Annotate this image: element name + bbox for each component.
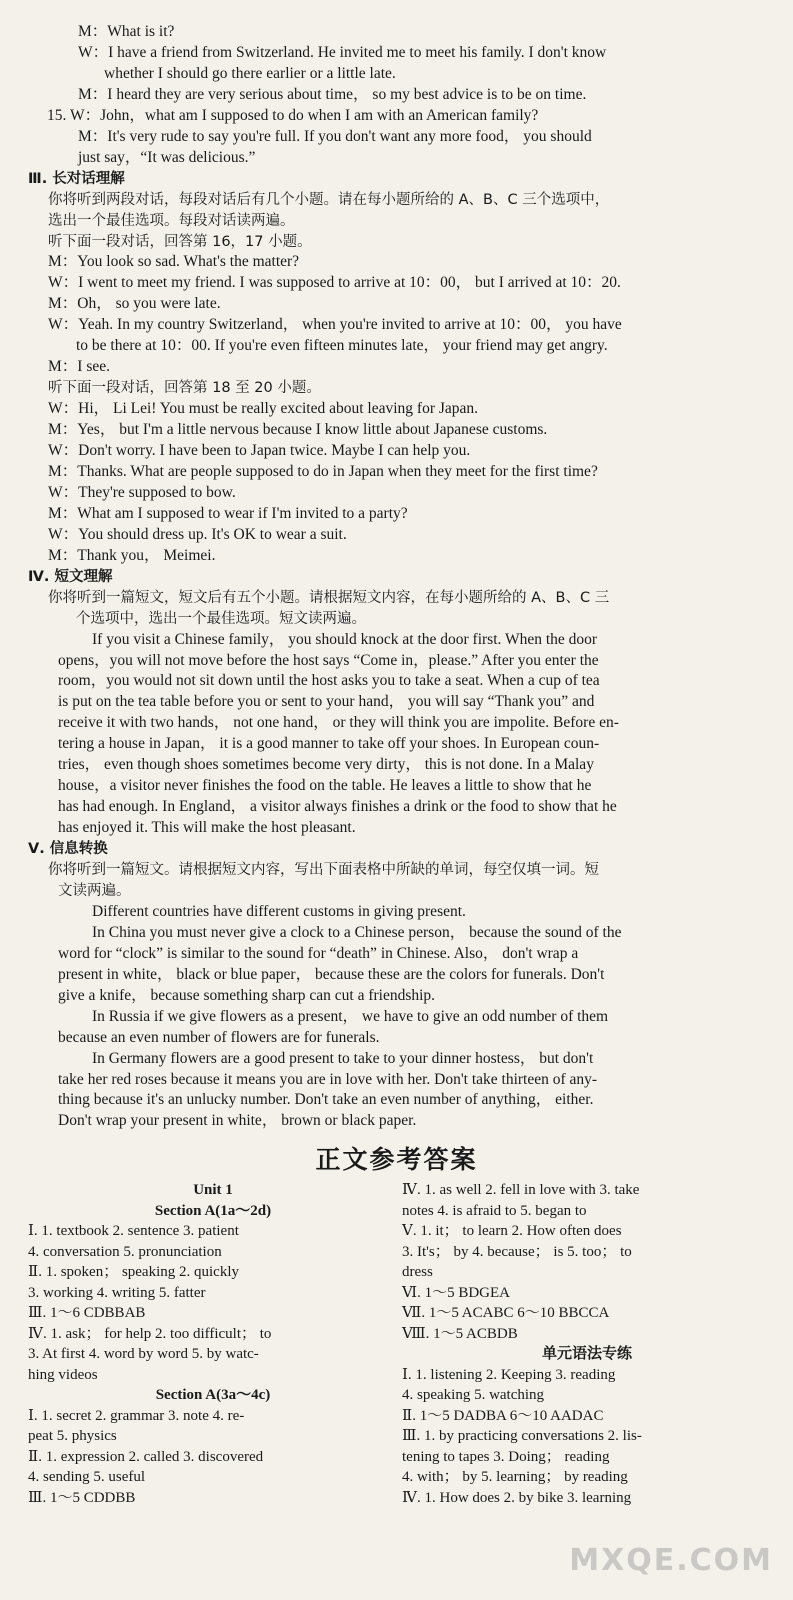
- text-line: 听下面一段对话，回答第 18 至 20 小题。: [48, 380, 321, 397]
- answer-line: Ⅷ. 1～5 ACBDB: [402, 1325, 518, 1342]
- answer-line: Ⅴ. 1. it； to learn 2. How often does: [402, 1223, 622, 1239]
- text-line: 听下面一段对话，回答第 16，17 小题。: [48, 233, 312, 250]
- answer-line: 3. working 4. writing 5. fatter: [28, 1284, 206, 1301]
- text-line: W：You should dress up. It's OK to wear a suit.: [48, 525, 347, 543]
- answer-line: Ⅳ. 1. as well 2. fell in love with 3. take: [402, 1182, 640, 1198]
- text-line: M：Thanks. What are people supposed to do in Japan when they meet for the first time?: [48, 462, 598, 480]
- text-line: M：Yes， but I'm a little nervous because I know little about Japanese customs.: [48, 421, 548, 439]
- text-line: 你将听到一篇短文，短文后有五个小题。请根据短文内容，在每小题所给的 A、B、C 三: [48, 589, 610, 606]
- answer-line: peat 5. physics: [28, 1428, 117, 1444]
- text-line: house，a visitor never finishes the food on the table. He leaves a little to show that he: [58, 777, 592, 795]
- text-line: room，you would not sit down until the host asks you to take a seat. When a cup of tea: [58, 672, 600, 690]
- answer-line: Ⅲ. 1～5 CDDBB: [28, 1489, 136, 1506]
- answer-line: 4. conversation 5. pronunciation: [28, 1243, 222, 1260]
- answer-line: 3. At first 4. word by word 5. by watc-: [28, 1346, 259, 1362]
- text-line: just say，“It was delicious.”: [78, 148, 256, 166]
- text-line: 文读两遍。: [58, 882, 131, 899]
- section-heading: Ⅴ. 信息转换: [28, 841, 108, 858]
- text-line: In China you must never give a clock to a Chinese person， because the sound of the: [92, 923, 622, 941]
- text-line: whether I should go there earlier or a little late.: [104, 64, 396, 82]
- text-line: 选出一个最佳选项。每段对话读两遍。: [48, 212, 295, 229]
- text-line: W：Yeah. In my country Switzerland， when you're invited to arrive at 10：00， you have: [48, 316, 622, 334]
- text-line: M：What am I supposed to wear if I'm invited to a party?: [48, 504, 408, 522]
- text-line: M：You look so sad. What's the matter?: [48, 253, 300, 271]
- answer-line: Ⅲ. 1～6 CDBBAB: [28, 1305, 146, 1321]
- answer-section-heading: Unit 1: [193, 1182, 233, 1198]
- answer-line: Ⅵ. 1～5 BDGEA: [402, 1284, 511, 1301]
- text-line: take her red roses because it means you are in love with her. Don't take thirteen of any-: [58, 1070, 598, 1088]
- answer-line: dress: [402, 1264, 433, 1280]
- text-line: 你将听到一篇短文。请根据短文内容，写出下面表格中所缺的单词，每空仅填一词。短: [48, 862, 599, 878]
- text-line: 个选项中，选出一个最佳选项。短文读两遍。: [76, 610, 366, 627]
- text-line: In Germany flowers are a good present to take to your dinner hostess， but don't: [92, 1049, 594, 1067]
- text-line: M：I see.: [48, 358, 110, 376]
- text-line: is put on the tea table before you or sent to your hand， you will say “Thank you” and: [58, 693, 595, 711]
- text-line: give a knife， because something sharp can cut a friendship.: [58, 986, 436, 1004]
- text-line: tries， even though shoes sometimes become very dirty， this is not done. In a Malay: [58, 756, 594, 774]
- answer-section-heading: Section A(1a～2d): [154, 1202, 272, 1219]
- text-line: M：Oh， so you were late.: [48, 295, 221, 313]
- answer-line: 4. with； by 5. learning； by reading: [402, 1469, 628, 1485]
- text-line: tering a house in Japan， it is a good manner to take off your shoes. In European coun-: [58, 735, 600, 753]
- text-line: Don't wrap your present in white， brown or black paper.: [58, 1112, 417, 1130]
- answer-line: tening to tapes 3. Doing； reading: [402, 1448, 610, 1465]
- text-line: present in white， black or blue paper， because these are the colors for funerals. Don't: [58, 965, 605, 983]
- section-heading: Ⅳ. 短文理解: [28, 568, 113, 585]
- text-line: receive it with two hands， not one hand， or they will think you are impolite. Before en-: [58, 714, 619, 732]
- text-line: thing because it's an unlucky number. Don't take an even number of anything， either.: [58, 1091, 594, 1109]
- text-line: W：I went to meet my friend. I was supposed to arrive at 10：00， but I arrived at 10：20.: [48, 274, 621, 292]
- answer-line: 3. It's； by 4. because； is 5. too； to: [402, 1243, 632, 1260]
- answer-line: hing videos: [28, 1366, 98, 1383]
- answer-line: Ⅳ. 1. ask； for help 2. too difficult； to: [28, 1325, 272, 1342]
- answer-line: 4. sending 5. useful: [28, 1469, 146, 1485]
- answer-line: Ⅳ. 1. How does 2. by bike 3. learning: [402, 1489, 632, 1506]
- answers-left-column: [28, 1180, 398, 1508]
- answer-line: notes 4. is afraid to 5. began to: [402, 1202, 587, 1219]
- answers-right-column: [402, 1180, 772, 1508]
- text-line: W：Hi， Li Lei! You must be really excited about leaving for Japan.: [48, 400, 479, 418]
- text-line: W：I have a friend from Switzerland. He invited me to meet his family. I don't know: [78, 43, 607, 61]
- text-line: M：Thank you， Meimei.: [48, 546, 216, 564]
- answer-line: Ⅶ. 1～5 ACABC 6～10 BBCCA: [402, 1305, 610, 1321]
- text-line: because an even number of flowers are for funerals.: [58, 1028, 380, 1046]
- answer-line: Ⅱ. 1. spoken； speaking 2. quickly: [28, 1264, 240, 1280]
- text-line: 你将听到两段对话，每段对话后有几个小题。请在每小题所给的 A、B、C 三个选项中，: [48, 191, 610, 208]
- answer-section-heading: 单元语法专练: [541, 1346, 632, 1362]
- text-line: W：Don't worry. I have been to Japan twice. Maybe I can help you.: [48, 442, 471, 459]
- text-line: word for “clock” is similar to the sound for “death” in Chinese. Also， don't wrap a: [58, 944, 579, 962]
- answers-title: 正文参考答案: [315, 1145, 478, 1174]
- answer-line: Ⅱ. 1～5 DADBA 6～10 AADAC: [402, 1407, 604, 1424]
- text-line: M：I heard they are very serious about time， so my best advice is to be on time.: [78, 85, 587, 103]
- answer-section-heading: Section A(3a～4c): [155, 1387, 271, 1403]
- answer-line: Ⅰ. 1. textbook 2. sentence 3. patient: [28, 1223, 239, 1239]
- text-line: to be there at 10：00. If you're even fifteen minutes late， your friend may get angry.: [76, 337, 608, 355]
- text-line: Different countries have different customs in giving present.: [92, 902, 466, 920]
- text-line: 15. W：John，what am I supposed to do when I am with an American family?: [47, 106, 539, 124]
- answer-line: Ⅰ. 1. secret 2. grammar 3. note 4. re-: [28, 1407, 245, 1424]
- text-line: M：It's very rude to say you're full. If you don't want any more food， you should: [78, 127, 592, 145]
- text-line: M：What is it?: [78, 23, 175, 40]
- answer-line: Ⅱ. 1. expression 2. called 3. discovered: [28, 1448, 264, 1465]
- section-heading: Ⅲ. 长对话理解: [28, 170, 125, 187]
- answer-line: Ⅲ. 1. by practicing conversations 2. lis-: [402, 1428, 642, 1444]
- text-line: In Russia if we give flowers as a present， we have to give an odd number of them: [92, 1007, 609, 1025]
- text-line: has had enough. In England， a visitor always finishes a drink or the food to show that he: [58, 798, 617, 816]
- answer-line: 4. speaking 5. watching: [402, 1387, 545, 1403]
- text-line: If you visit a Chinese family， you should knock at the door first. When the door: [92, 630, 598, 648]
- text-line: W：They're supposed to bow.: [48, 483, 236, 501]
- watermark-logo: MXQE.COM: [569, 1543, 773, 1578]
- answer-line: Ⅰ. 1. listening 2. Keeping 3. reading: [402, 1366, 616, 1383]
- text-line: has enjoyed it. This will make the host pleasant.: [58, 819, 356, 837]
- text-line: opens，you will not move before the host says “Come in，please.” After you enter the: [58, 651, 599, 669]
